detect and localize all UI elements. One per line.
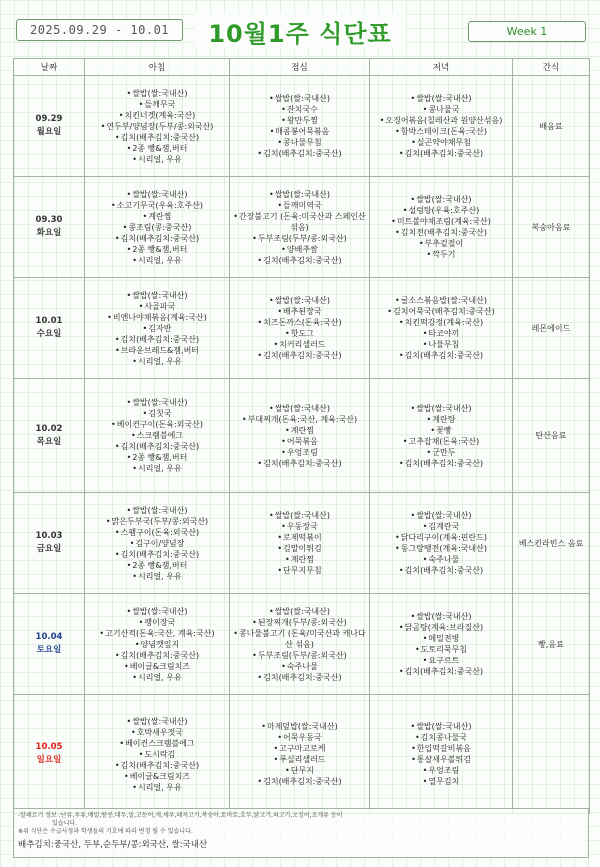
breakfast-cell — [85, 76, 230, 177]
menu-item: • 시리얼, 우유 — [85, 463, 229, 474]
table-row — [14, 278, 590, 379]
menu-item: • 소고기무국(우육:호주산) — [85, 200, 229, 211]
menu-item: • 열무김치 — [370, 776, 512, 787]
day-weekday: 금요일 — [36, 544, 62, 554]
menu-item: • 김자반 — [85, 323, 229, 334]
lunch-list — [230, 189, 369, 266]
snack-item: 베스킨라빈스 음료 — [518, 538, 584, 548]
dinner-list — [370, 295, 512, 361]
menu-item: • 김계란국 — [370, 521, 512, 532]
menu-item: • 된장찌개(두부/콩:외국산) — [230, 617, 369, 628]
menu-item: • 쌀밥(쌀:국내산) — [85, 716, 229, 727]
week-label: Week 1 — [468, 21, 586, 42]
menu-item: • 계란탕 — [370, 414, 512, 425]
menu-item: • 동그랑땡전(계육:국내산) — [370, 543, 512, 554]
lunch-cell — [230, 379, 370, 493]
menu-item: • 김치(배추김치:중국산) — [370, 666, 512, 677]
table-row — [14, 76, 590, 177]
day-cell — [14, 278, 85, 379]
menu-item: • 단무지 — [230, 765, 369, 776]
date-range: 2025.09.29 - 10.01 — [16, 19, 183, 41]
menu-item: • 김칫국 — [85, 408, 229, 419]
day-weekday: 월요일 — [36, 127, 62, 137]
menu-item: • 메밀전병 — [370, 633, 512, 644]
snack-item: 복숭아음료 — [531, 222, 571, 232]
lunch-list — [230, 721, 369, 787]
menu-item: • 고구마고로케 — [230, 743, 369, 754]
menu-item: • 시리얼, 우유 — [85, 356, 229, 367]
menu-item: • 치킨너겟(계육:국산) — [85, 110, 229, 121]
breakfast-cell — [85, 594, 230, 695]
menu-item: • 김치전(배추김치:중국산) — [370, 227, 512, 238]
table-row — [14, 594, 590, 695]
breakfast-cell — [85, 493, 230, 594]
header — [0, 0, 600, 58]
menu-item: • 김치(배추김치:중국산) — [230, 672, 369, 683]
menu-item: • 쌀밥(쌀:국내산) — [370, 93, 512, 104]
lunch-cell — [230, 493, 370, 594]
menu-item: • 김치(배추김치:중국산) — [370, 148, 512, 159]
menu-item: • 쌀밥(쌀:국내산) — [370, 510, 512, 521]
snack-cell — [513, 177, 590, 278]
snack-cell — [513, 379, 590, 493]
dinner-cell — [370, 76, 513, 177]
menu-item: • 치커리샐러드 — [230, 339, 369, 350]
menu-item: • 베이글&크림치즈 — [85, 661, 229, 672]
menu-item: • 김치(배추김치:중국산) — [85, 760, 229, 771]
menu-item: • 쌀밥(쌀:국내산) — [370, 403, 512, 414]
menu-item: • 김치(배추김치:중국산) — [230, 776, 369, 787]
snack-item: 배음료 — [539, 121, 563, 131]
lunch-cell — [230, 177, 370, 278]
breakfast-list — [85, 505, 229, 582]
day-weekday: 수요일 — [36, 329, 62, 339]
menu-item: • 콩나물불고기 (돈육/미국산과 캐나다산 섞음) — [230, 628, 369, 650]
menu-item: • 쌀밥(쌀:국내산) — [85, 397, 229, 408]
lunch-list — [230, 403, 369, 469]
day-weekday: 토요일 — [36, 645, 62, 655]
dinner-list — [370, 93, 512, 159]
breakfast-list — [85, 88, 229, 165]
menu-item: • 김치(배추김치:중국산) — [370, 458, 512, 469]
day-date: 09.29 — [35, 114, 63, 124]
lunch-list — [230, 510, 369, 576]
menu-item: • 타코야끼 — [370, 328, 512, 339]
page-title: 10월1주 식단표 — [195, 14, 405, 48]
menu-item: • 브라운브레드&잼,버터 — [85, 345, 229, 356]
menu-item: • 사골파국 — [85, 301, 229, 312]
menu-item: • 김치(배추김치:중국산) — [230, 458, 369, 469]
table-row — [14, 695, 590, 814]
menu-item: • 들깨미역국 — [230, 200, 369, 211]
breakfast-list — [85, 716, 229, 793]
menu-item: • 콩나물무침 — [230, 137, 369, 148]
menu-item: • 계란찜 — [85, 211, 229, 222]
menu-item: • 쌀밥(쌀:국내산) — [85, 505, 229, 516]
menu-item: • 김치(배추김치:중국산) — [230, 350, 369, 361]
day-weekday: 일요일 — [36, 755, 62, 765]
menu-item: • 김구이/양념장 — [85, 538, 229, 549]
menu-item: • 시리얼, 우유 — [85, 154, 229, 165]
snack-cell — [513, 278, 590, 379]
column-header-date: 날짜 — [14, 59, 85, 76]
dinner-list — [370, 721, 512, 787]
menu-item: • 콩조림(콩:중국산) — [85, 222, 229, 233]
day-date: 10.04 — [35, 632, 63, 642]
menu-item: • 오징어볶음(칠레산과 원양산섞음) — [370, 115, 512, 126]
lunch-list — [230, 295, 369, 361]
menu-item: • 베이글&크림치즈 — [85, 771, 229, 782]
menu-item: • 쌀밥(쌀:국내산) — [230, 189, 369, 200]
menu-item: • 숙주나물 — [230, 661, 369, 672]
menu-item: • 한입떡갈비볶음 — [370, 743, 512, 754]
menu-item: • 김치어묵국(배추김치:중국산) — [370, 306, 512, 317]
snack-cell — [513, 493, 590, 594]
menu-item: • 김치(배추김치:중국산) — [85, 132, 229, 143]
menu-item: • 설렁탕(우육:호주산) — [370, 205, 512, 216]
menu-item: • 배추된장국 — [230, 306, 369, 317]
menu-item: • 호박새우젓국 — [85, 727, 229, 738]
snack-item: 레몬에이드 — [531, 323, 571, 333]
menu-item: • 쌀밥(쌀:국내산) — [85, 606, 229, 617]
dinner-list — [370, 403, 512, 469]
lunch-list — [230, 606, 369, 683]
menu-item: • 우엉조림 — [370, 765, 512, 776]
allergy-info: -알레르기 정보 :난류,우유,메밀,땅콩,대두,밀,고등어,게,새우,돼지고기,복숭아,토마토,호두,닭고기,쇠고기,오징어,조개류 등이 — [18, 812, 343, 819]
menu-item: • 도토리묵무침 — [370, 644, 512, 655]
dinner-cell — [370, 379, 513, 493]
footer-notes — [13, 808, 589, 858]
menu-item: • 미트볼야채조림(계육:국산) — [370, 216, 512, 227]
menu-item: • 김치(배추김치:중국산) — [85, 441, 229, 452]
menu-item: • 김치(배추김치:중국산) — [85, 334, 229, 345]
dinner-cell — [370, 594, 513, 695]
lunch-cell — [230, 76, 370, 177]
menu-item: • 쌀밥(쌀:국내산) — [370, 721, 512, 732]
day-date: 10.02 — [35, 423, 63, 434]
breakfast-list — [85, 189, 229, 266]
dinner-cell — [370, 177, 513, 278]
day-cell — [14, 493, 85, 594]
menu-item: • 2종 빵&잼,버터 — [85, 560, 229, 571]
menu-item: • 마제덮밥(쌀:국내산) — [230, 721, 369, 732]
menu-item: • 양념깻잎지 — [85, 639, 229, 650]
menu-item: • 김치(배추김치:중국산) — [370, 350, 512, 361]
menu-item: • 김치(배추김치:중국산) — [370, 565, 512, 576]
menu-item: • 팽이장국 — [85, 617, 229, 628]
menu-item: • 단무지무침 — [230, 565, 369, 576]
menu-item: • 쌀밥(쌀:국내산) — [370, 194, 512, 205]
menu-item: • 들깨무국 — [85, 99, 229, 110]
menu-item: • 요구르트 — [370, 655, 512, 666]
table-row — [14, 493, 590, 594]
day-cell — [14, 177, 85, 278]
lunch-cell — [230, 594, 370, 695]
table-header-row — [14, 59, 590, 76]
menu-item: • 쌀밥(쌀:국내산) — [230, 510, 369, 521]
breakfast-cell — [85, 177, 230, 278]
menu-item: • 시리얼, 우유 — [85, 672, 229, 683]
menu-item: • 두부조림(두부/콩:외국산) — [230, 650, 369, 661]
day-date: 10.01 — [35, 316, 63, 326]
menu-item: • 김치(배추김치:중국산) — [85, 549, 229, 560]
menu-item: • 잔치국수 — [230, 104, 369, 115]
day-cell — [14, 76, 85, 177]
menu-item: • 시리얼, 우유 — [85, 255, 229, 266]
menu-item: • 쌀밥(쌀:국내산) — [230, 403, 369, 414]
menu-item: • 김치(배추김치:중국산) — [230, 148, 369, 159]
menu-item: • 매콤봉어묵볶음 — [230, 126, 369, 137]
menu-item: • 시리얼, 우유 — [85, 782, 229, 793]
breakfast-cell — [85, 695, 230, 814]
dinner-list — [370, 611, 512, 677]
menu-item: • 스팸구이(돈육:외국산) — [85, 527, 229, 538]
snack-cell — [513, 695, 590, 814]
day-weekday: 목요일 — [36, 436, 62, 447]
menu-item: • 쌀밥(쌀:국내산) — [230, 606, 369, 617]
column-header-dinner: 저녁 — [370, 59, 513, 76]
lunch-cell — [230, 278, 370, 379]
snack-item: 탄산음료 — [535, 431, 567, 440]
dinner-cell — [370, 278, 513, 379]
breakfast-list — [85, 606, 229, 683]
lunch-cell — [230, 695, 370, 814]
allergy-info-cont: 있습니다. — [52, 820, 78, 827]
menu-item: • 숙주나물 — [370, 554, 512, 565]
menu-item: • 계란찜 — [230, 554, 369, 565]
menu-item: • 쌀밥(쌀:국내산) — [230, 295, 369, 306]
menu-item: • 베이컨스크램블에그 — [85, 738, 229, 749]
day-cell — [14, 695, 85, 814]
breakfast-list — [85, 397, 229, 474]
dinner-cell — [370, 695, 513, 814]
menu-item: • 고기산적(돈육:국산, 계육:국산) — [85, 628, 229, 639]
menu-item: • 2종 빵&잼,버터 — [85, 143, 229, 154]
day-date: 09.30 — [35, 215, 63, 225]
day-date: 10.03 — [35, 531, 63, 541]
table-row — [14, 379, 590, 493]
menu-item: • 우엉조림 — [230, 447, 369, 458]
menu-item: • 닭곰탕(계육:브라질산) — [370, 622, 512, 633]
menu-item: • 김치(배추김치:중국산) — [85, 650, 229, 661]
menu-item: • 우동장국 — [230, 521, 369, 532]
day-weekday: 화요일 — [36, 228, 62, 238]
menu-item: • 왕만두찜 — [230, 115, 369, 126]
snack-cell — [513, 76, 590, 177]
breakfast-cell — [85, 379, 230, 493]
menu-item: • 김말이튀김 — [230, 543, 369, 554]
menu-item: • 함박스테이크(돈육:국산) — [370, 126, 512, 137]
menu-item: • 간장불고기 (돈육:미국산과 스페인산 섞음) — [230, 211, 369, 233]
column-header-snack: 간식 — [513, 59, 590, 76]
menu-item: • 나물무침 — [370, 339, 512, 350]
menu-item: • 양배추쌈 — [230, 244, 369, 255]
menu-item: • 부추겉절이 — [370, 238, 512, 249]
breakfast-cell — [85, 278, 230, 379]
menu-item: • 2종 빵&잼,버터 — [85, 244, 229, 255]
menu-item: • 고추잡채(돈육:국산) — [370, 436, 512, 447]
menu-item: • 쌀밥(쌀:국내산) — [230, 93, 369, 104]
day-cell — [14, 594, 85, 695]
menu-item: • 쌀밥(쌀:국내산) — [370, 611, 512, 622]
menu-item: • 굴소스볶음밥(쌀:국내산) — [370, 295, 512, 306]
lunch-list — [230, 93, 369, 159]
menu-item: • 김치(배추김치:중국산) — [85, 233, 229, 244]
dinner-cell — [370, 493, 513, 594]
menu-item: • 쌀밥(쌀:국내산) — [85, 88, 229, 99]
menu-item: • 도시락김 — [85, 749, 229, 760]
menu-item: • 베이컨구이(돈육:외국산) — [85, 419, 229, 430]
snack-cell — [513, 594, 590, 695]
origin-info: 배추김치:중국산, 두부,순두부/콩:외국산, 쌀:국내산 — [18, 840, 208, 850]
menu-item: • 푸실리샐러드 — [230, 754, 369, 765]
table-row — [14, 177, 590, 278]
change-notice: ※위 식단은 수급사정과 학생들의 기호에 따라 변경 될 수 있습니다. — [18, 828, 193, 835]
menu-item: • 어묵볶음 — [230, 436, 369, 447]
menu-item: • 쌀밥(쌀:국내산) — [85, 189, 229, 200]
menu-item: • 핫도그 — [230, 328, 369, 339]
menu-item: • 두부조림(두부/콩:외국산) — [230, 233, 369, 244]
menu-item: • 통살새우볼튀김 — [370, 754, 512, 765]
menu-item: • 로제떡볶이 — [230, 532, 369, 543]
menu-item: • 깍두기 — [370, 249, 512, 260]
breakfast-list — [85, 290, 229, 367]
column-header-lunch: 점심 — [230, 59, 370, 76]
menu-item: • 시리얼, 우유 — [85, 571, 229, 582]
menu-item: • 비엔나야채볶음(계육:국산) — [85, 312, 229, 323]
menu-item: • 계란찜 — [230, 425, 369, 436]
menu-item: • 2종 빵&잼,버터 — [85, 452, 229, 463]
meal-table — [13, 58, 590, 814]
column-header-breakfast: 아침 — [85, 59, 230, 76]
snack-item: 빵,음료 — [538, 639, 564, 649]
dinner-list — [370, 194, 512, 260]
menu-item: • 치킨떡강정(계육:국산) — [370, 317, 512, 328]
menu-item: • 맑은두부국(두부/콩:외국산) — [85, 516, 229, 527]
dinner-list — [370, 510, 512, 576]
menu-item: • 치즈돈까스(돈육:국산) — [230, 317, 369, 328]
menu-item: • 연두부/양념장(두부/콩:외국산) — [85, 121, 229, 132]
menu-item: • 김치콩나물국 — [370, 732, 512, 743]
menu-item: • 쌀밥(쌀:국내산) — [85, 290, 229, 301]
menu-item: • 실곤약야채무침 — [370, 137, 512, 148]
menu-item: • 콩나물국 — [370, 104, 512, 115]
menu-item: • 김치(배추김치:중국산) — [230, 255, 369, 266]
day-cell — [14, 379, 85, 493]
menu-item: • 부대찌개(돈육:국산, 계육:국산) — [230, 414, 369, 425]
menu-item: • 어묵우동국 — [230, 732, 369, 743]
menu-item: • 군만두 — [370, 447, 512, 458]
day-date: 10.05 — [35, 742, 63, 752]
menu-item: • 스크램블에그 — [85, 430, 229, 441]
menu-item: • 꽃빵 — [370, 425, 512, 436]
menu-item: • 닭다리구이(계육:핀란드) — [370, 532, 512, 543]
